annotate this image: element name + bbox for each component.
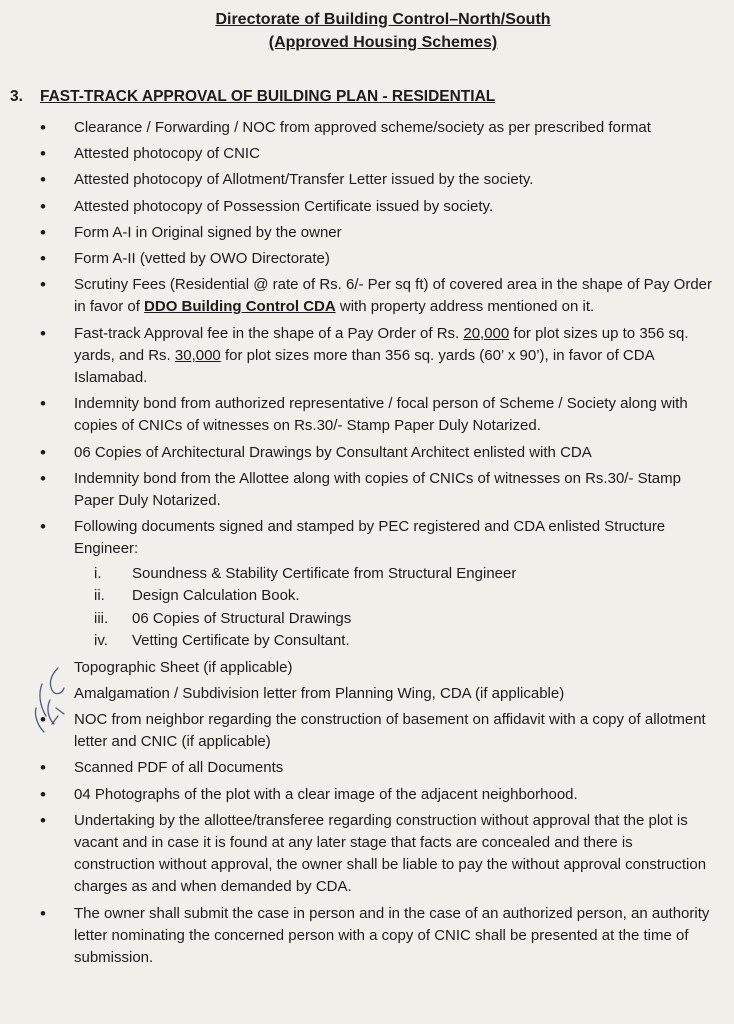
section-number: 3.	[10, 88, 23, 105]
list-item: • Indemnity bond from the Allottee along with copies of CNICs of witnesses on Rs.30/- Stamp Paper Duly Notarized.	[10, 468, 716, 512]
list-item: • The owner shall submit the case in person and in the case of an authorized person, an authority letter nominating the concerned person with a copy of CNIC shall be presented at the time of submission.	[10, 903, 716, 970]
fast-track-text: Fast-track Approval fee in the shape of a Pay Order of Rs.	[74, 324, 464, 342]
list-item: • NOC from neighbor regarding the construction of basement on affidavit with a copy of allotment letter and CNIC (if applicable)	[10, 709, 716, 753]
section-title: FAST-TRACK APPROVAL OF BUILDING PLAN - RESIDENTIAL	[40, 88, 496, 105]
fast-track-tail: for plot sizes more than 356 sq. yards (60’ x 90’), in favor of CDA Islamabad.	[74, 346, 654, 387]
list-item: • Scanned PDF of all Documents	[10, 757, 716, 779]
sub-item-text: Design Calculation Book.	[132, 587, 300, 605]
list-item	[10, 516, 716, 652]
scrutiny-text: Scrutiny Fees (Residential @ rate of Rs. 6/- Per sq ft) of covered area in the shape of Pay Order in favor of	[74, 276, 713, 316]
sub-item	[74, 630, 716, 653]
sub-item-text: 06 Copies of Structural Drawings	[132, 609, 352, 627]
list-item: • Clearance / Forwarding / NOC from approved scheme/society as per prescribed format	[10, 117, 716, 139]
sub-item-number: i.	[94, 564, 102, 582]
scheme-subtitle: (Approved Housing Schemes)	[268, 34, 498, 51]
sub-item-number: iv.	[94, 632, 108, 650]
fast-track-mid: for plot sizes up to 356 sq. yards, and Rs.	[74, 324, 689, 364]
sub-item-number: ii.	[94, 587, 105, 605]
list-item: • Attested photocopy of Allotment/Transfer Letter issued by the society.	[10, 169, 716, 191]
fee-amount-large: 30,000	[174, 346, 221, 364]
sub-item-text: Soundness & Stability Certificate from Structural Engineer	[132, 564, 517, 582]
structural-docs-sublist	[74, 563, 716, 653]
list-item: Topographic Sheet (if applicable)	[74, 658, 293, 676]
sub-item	[74, 563, 716, 586]
directorate-title: Directorate of Building Control–North/South	[215, 11, 551, 28]
list-item: • Attested photocopy of CNIC	[10, 143, 716, 165]
sub-item-number: iii.	[94, 609, 109, 627]
sub-item-text: Vetting Certificate by Consultant.	[132, 632, 350, 650]
list-item: • Attested photocopy of Possession Certificate issued by society.	[10, 196, 716, 218]
list-item: • 06 Copies of Architectural Drawings by Consultant Architect enlisted with CDA	[10, 442, 716, 464]
list-item: • Undertaking by the allottee/transferee regarding construction without approval that the plot is vacant and in case it is found at any later stage that facts are concealed and there is construction without approval, the owner shall be liable to pay the without approval construction charges as and when demanded by CDA.	[10, 810, 716, 899]
scrutiny-tail: with property address mentioned on it.	[335, 298, 595, 316]
list-item: • Indemnity bond from authorized representative / focal person of Scheme / Society along with copies of CNICs of witnesses on Rs.30/- Stamp Paper Duly Notarized.	[10, 393, 716, 437]
sub-item	[74, 585, 716, 608]
following-docs-text: • Following documents signed and stamped by PEC registered and CDA enlisted Structure Engineer:	[74, 518, 666, 558]
list-item: • Form A-II (vetted by OWO Directorate)	[10, 248, 716, 270]
scrutiny-payee: DDO Building Control CDA	[144, 298, 336, 316]
list-item	[10, 274, 716, 318]
list-item: • 04 Photographs of the plot with a clear image of the adjacent neighborhood.	[10, 784, 716, 806]
requirements-list	[10, 117, 716, 969]
sub-item	[74, 608, 716, 631]
list-item: • Form A-I in Original signed by the owner	[10, 222, 716, 244]
handwritten-annotation-icon	[28, 664, 74, 736]
section-heading	[10, 88, 716, 106]
list-item: Amalgamation / Subdivision letter from Planning Wing, CDA (if applicable)	[74, 684, 565, 702]
fee-amount-small: 20,000	[463, 324, 510, 342]
list-item	[10, 323, 716, 390]
